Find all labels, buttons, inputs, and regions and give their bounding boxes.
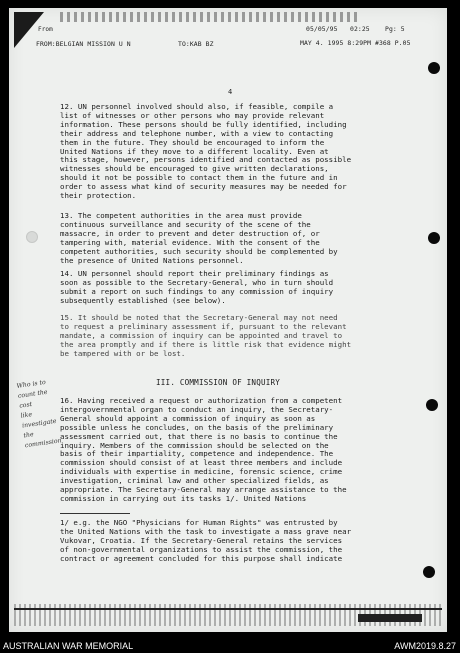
fax-header-noise bbox=[60, 12, 360, 22]
punch-hole-top bbox=[428, 62, 440, 74]
punch-hole-bottom bbox=[423, 566, 435, 578]
page-number: 4 bbox=[228, 88, 233, 96]
punch-hole-lower bbox=[426, 399, 438, 411]
fax-date-code: 05/05/95 bbox=[306, 25, 338, 33]
paragraph-15: 15. It should be noted that the Secretary-General may not need to request a preliminary assessment if, pursuant to the relevant mandate, a commission of inquiry can be appointed and travel to the area promptly and if there is little risk that evidence might be tampered with or be lost. bbox=[60, 313, 352, 358]
paragraph-13: 13. The competent authorities in the area must provide continuous surveillance and security of the scene of the massacre, in order to prevent and deter destruction of, or tampering with, material evidence. With the consent of the competent authorities, such security should be complemented by the presence of United Nations personnel. bbox=[60, 211, 338, 265]
archive-caption-right: AWM2019.8.27 bbox=[394, 641, 456, 651]
punch-hole-middle bbox=[428, 232, 440, 244]
punch-hole-left bbox=[26, 231, 38, 243]
fax-time-code: 02:25 bbox=[350, 25, 370, 33]
fax-page-tag: Pg: 5 bbox=[385, 25, 405, 33]
fax-to-line: TO:KAB BZ bbox=[178, 40, 214, 48]
bottom-stamp-mark bbox=[358, 614, 422, 622]
handwritten-margin-note: Who is to count the cost like investigate the commission bbox=[16, 378, 63, 450]
paragraph-12: 12. UN personnel involved should also, if feasible, compile a list of witnesses or other persons who may provide relevant information. These persons should be fully identified, including their address and telephone number, with a view to contacting them in the future. They should be encouraged to inform the United Nations if they move to a different locality. Even at this stage, however, persons identified and contacted as possible witnesses should be encouraged to give written declarations, should it not be possible to contact them in the future and in order to assess what kind of security measures may be needed for their protection. bbox=[60, 102, 352, 201]
fax-from-label: From bbox=[38, 26, 53, 33]
footnote-rule bbox=[60, 513, 130, 514]
archive-caption-left: AUSTRALIAN WAR MEMORIAL bbox=[3, 641, 134, 651]
paragraph-16: 16. Having received a request or authorization from a competent intergovernmental organ to conduct an inquiry, the Secretary- General should appoint a commission of inquiry as soon as possible unless he concludes, on the basis of the preliminary assessment carried out, that there is no basis to continue the inquiry. Members of the commission should be selected on the basis of their impartiality, competence and independence. The commission should consist of at least three members and include individuals with expertise in medicine, forensic science, crime investigation, criminal law and other specialized fields, as appropriate. The Secretary-General may arrange assistance to the commission in carrying out its tasks 1/. United Nations bbox=[60, 396, 347, 503]
page-bottom-line bbox=[14, 608, 442, 610]
fax-from-line: FROM:BELGIAN MISSION U N bbox=[36, 40, 131, 48]
footnote: 1/ e.g. the NGO "Physicians for Human Rights" was entrusted by the United Nations with the task to investigate a mass grave near Vukovar, Croatia. If the Secretary-General retains the services of non-governmental organizations to assist the commission, the contract or agreement concluded for this purpose shall indicate bbox=[60, 518, 352, 563]
fax-sent-line: MAY 4. 1995 8:29PM #368 P.05 bbox=[300, 39, 411, 47]
section-heading: III. COMMISSION OF INQUIRY bbox=[156, 378, 281, 387]
paragraph-14: 14. UN personnel should report their preliminary findings as soon as possible to the Secretary-General, who in turn should submit a report on such findings to any commission of inquiry subsequently established (see below). bbox=[60, 269, 334, 305]
